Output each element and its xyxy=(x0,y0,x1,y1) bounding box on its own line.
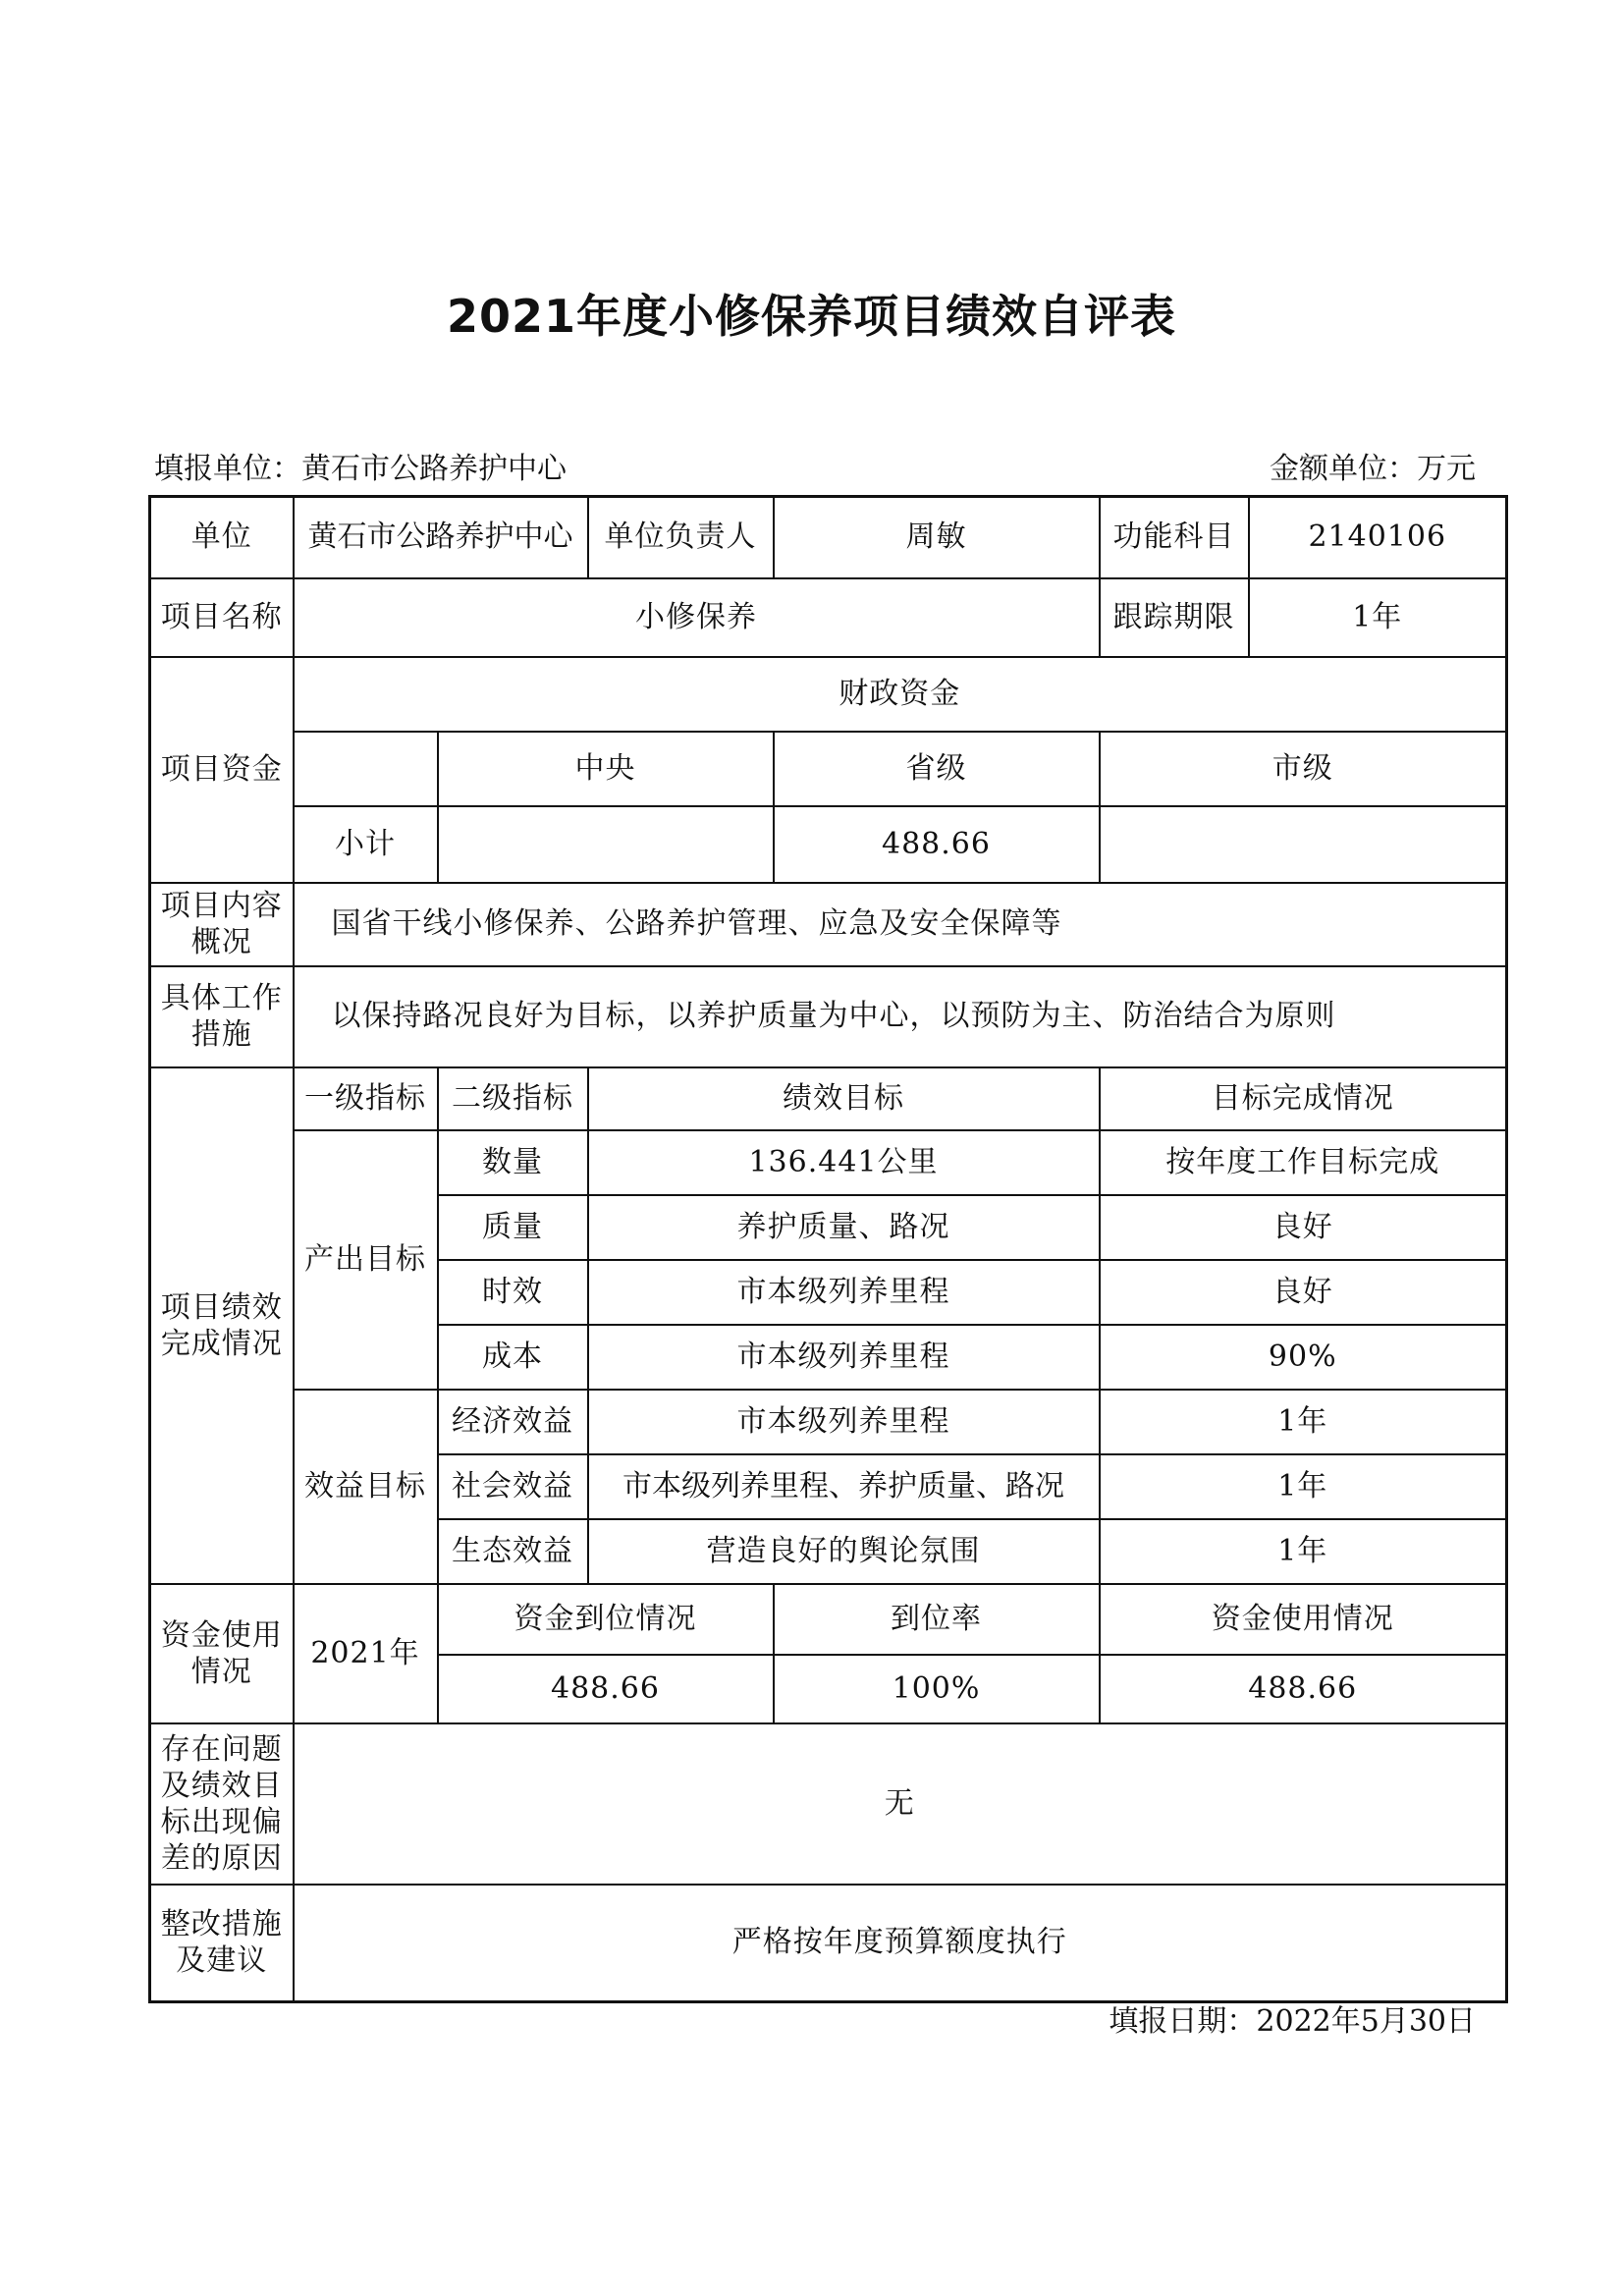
leader-value-cell: 周敏 xyxy=(774,497,1100,578)
project-name-value-cell: 小修保养 xyxy=(294,578,1100,657)
row-project xyxy=(150,578,1507,657)
central-value-cell xyxy=(438,806,774,883)
indicator-result: 良好 xyxy=(1100,1260,1507,1325)
measures-label-cell: 具体工作措施 xyxy=(150,966,294,1067)
row-basic xyxy=(150,497,1507,578)
indicator-name: 生态效益 xyxy=(438,1519,588,1584)
indicator-result: 1年 xyxy=(1100,1519,1507,1584)
row-rectification xyxy=(150,1885,1507,2002)
indicator-target: 市本级列养里程 xyxy=(588,1325,1100,1390)
usage-value-cell: 488.66 xyxy=(1100,1655,1507,1723)
row-problems xyxy=(150,1723,1507,1885)
indicator-name: 数量 xyxy=(438,1130,588,1195)
row-funds-levels xyxy=(150,732,1507,806)
city-label-cell: 市级 xyxy=(1100,732,1507,806)
funds-blank-cell xyxy=(294,732,438,806)
row-content xyxy=(150,883,1507,966)
funds-label-cell: 项目资金 xyxy=(150,657,294,883)
fund-usage-year-cell: 2021年 xyxy=(294,1584,438,1723)
indicator-target: 营造良好的舆论氛围 xyxy=(588,1519,1100,1584)
perf-header-level1: 一级指标 xyxy=(294,1067,438,1130)
indicator-name: 成本 xyxy=(438,1325,588,1390)
performance-table xyxy=(148,495,1508,2003)
indicator-result: 按年度工作目标完成 xyxy=(1100,1130,1507,1195)
indicator-name: 质量 xyxy=(438,1195,588,1260)
table-row xyxy=(150,1130,1507,1195)
rate-value-cell: 100% xyxy=(774,1655,1100,1723)
indicator-name: 社会效益 xyxy=(438,1454,588,1519)
row-fund-usage-header xyxy=(150,1584,1507,1655)
fiscal-funds-header: 财政资金 xyxy=(294,657,1507,732)
row-measures xyxy=(150,966,1507,1067)
row-funds-subtotal xyxy=(150,806,1507,883)
subject-value-cell: 2140106 xyxy=(1249,497,1507,578)
problems-value-cell: 无 xyxy=(294,1723,1507,1885)
project-name-label-cell: 项目名称 xyxy=(150,578,294,657)
measures-value-cell: 以保持路况良好为目标，以养护质量为中心，以预防为主、防治结合为原则 xyxy=(294,966,1507,1067)
subject-label-cell: 功能科目 xyxy=(1100,497,1249,578)
subtotal-label-cell: 小计 xyxy=(294,806,438,883)
fund-usage-label-cell: 资金使用情况 xyxy=(150,1584,294,1723)
output-label-cell: 产出目标 xyxy=(294,1130,438,1390)
provincial-label-cell: 省级 xyxy=(774,732,1100,806)
indicator-target: 市本级列养里程 xyxy=(588,1260,1100,1325)
performance-label-cell: 项目绩效完成情况 xyxy=(150,1067,294,1584)
indicator-result: 90% xyxy=(1100,1325,1507,1390)
content-value-cell: 国省干线小修保养、公路养护管理、应急及安全保障等 xyxy=(294,883,1507,966)
amount-unit: 金额单位：万元 xyxy=(1270,452,1476,486)
rectification-value-cell: 严格按年度预算额度执行 xyxy=(294,1885,1507,2002)
arrival-label-cell: 资金到位情况 xyxy=(438,1584,774,1655)
leader-label-cell: 单位负责人 xyxy=(588,497,774,578)
rectification-label-cell: 整改措施及建议 xyxy=(150,1885,294,2002)
indicator-target: 市本级列养里程、养护质量、路况 xyxy=(588,1454,1100,1519)
central-label-cell: 中央 xyxy=(438,732,774,806)
rate-label-cell: 到位率 xyxy=(774,1584,1100,1655)
indicator-target: 136.441公里 xyxy=(588,1130,1100,1195)
provincial-value-cell: 488.66 xyxy=(774,806,1100,883)
reporting-unit xyxy=(154,444,567,487)
indicator-target: 市本级列养里程 xyxy=(588,1390,1100,1454)
reporting-unit-value: 黄石市公路养护中心 xyxy=(301,452,567,486)
benefit-label-cell: 效益目标 xyxy=(294,1390,438,1584)
document-title: 2021年度小修保养项目绩效自评表 xyxy=(446,290,1177,343)
perf-header-target: 绩效目标 xyxy=(588,1067,1100,1130)
reporting-unit-label: 填报单位： xyxy=(154,452,301,486)
table-row xyxy=(150,1390,1507,1454)
usage-label-cell: 资金使用情况 xyxy=(1100,1584,1507,1655)
period-value-cell: 1年 xyxy=(1249,578,1507,657)
indicator-name: 时效 xyxy=(438,1260,588,1325)
problems-label-cell: 存在问题及绩效目标出现偏差的原因 xyxy=(150,1723,294,1885)
indicator-result: 良好 xyxy=(1100,1195,1507,1260)
unit-value-cell: 黄石市公路养护中心 xyxy=(294,497,588,578)
perf-header-result: 目标完成情况 xyxy=(1100,1067,1507,1130)
indicator-result: 1年 xyxy=(1100,1454,1507,1519)
fill-date: 填报日期：2022年5月30日 xyxy=(1109,2004,1476,2039)
city-value-cell xyxy=(1100,806,1507,883)
perf-header-level2: 二级指标 xyxy=(438,1067,588,1130)
indicator-result: 1年 xyxy=(1100,1390,1507,1454)
row-performance-header xyxy=(150,1067,1507,1130)
row-funds-fiscal xyxy=(150,657,1507,732)
content-label-cell: 项目内容概况 xyxy=(150,883,294,966)
indicator-name: 经济效益 xyxy=(438,1390,588,1454)
unit-label-cell: 单位 xyxy=(150,497,294,578)
arrival-value-cell: 488.66 xyxy=(438,1655,774,1723)
indicator-target: 养护质量、路况 xyxy=(588,1195,1100,1260)
period-label-cell: 跟踪期限 xyxy=(1100,578,1249,657)
